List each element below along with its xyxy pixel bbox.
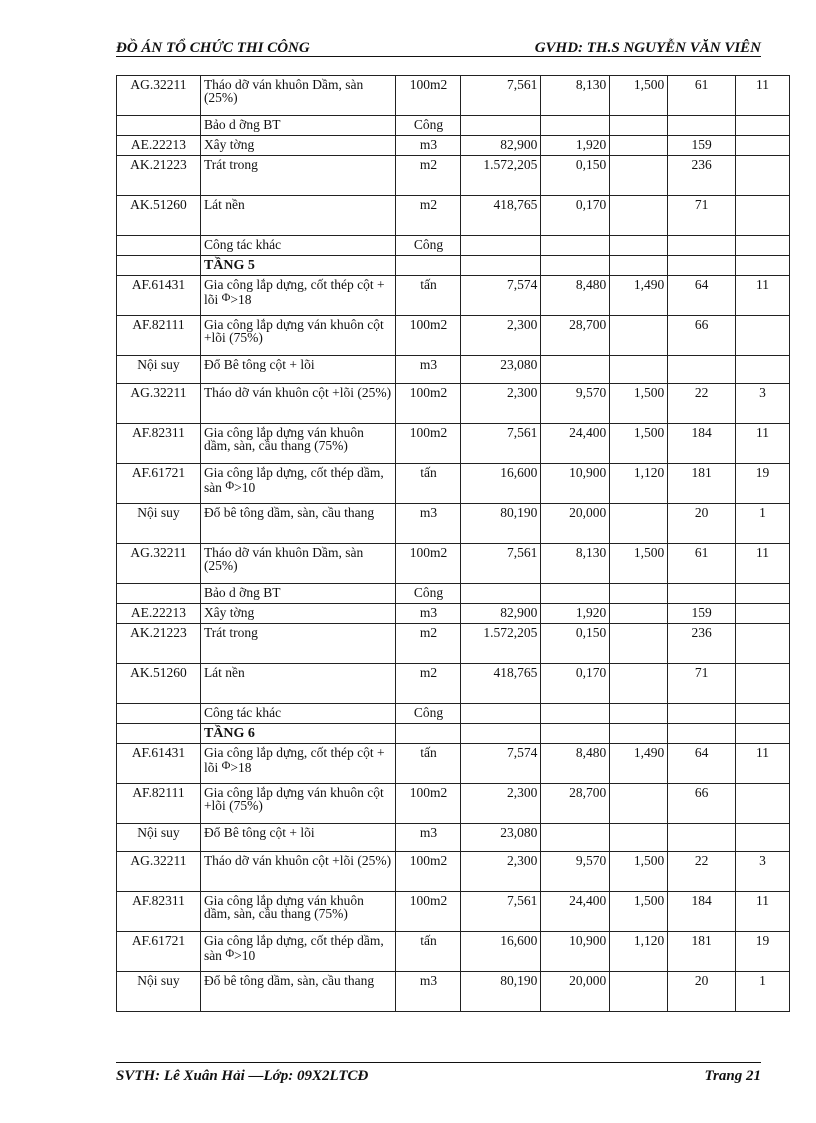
table-row — [117, 256, 790, 276]
table-row — [117, 384, 790, 424]
task-name-cell — [200, 116, 396, 136]
quantity-cell: 80,190 — [461, 972, 541, 1012]
task-name-cell — [200, 932, 396, 972]
unit-cell: m2 — [396, 196, 461, 236]
task-name-text: Gia công lắp dựng ván khuôn cột +lõi (75%) — [203, 317, 384, 345]
workers-cell — [736, 236, 790, 256]
norm-cell — [541, 724, 610, 744]
unit-cell: 100m2 — [396, 316, 461, 356]
quantity-cell: 7,574 — [461, 744, 541, 784]
labor-days-cell — [668, 236, 736, 256]
task-name-text: TẦNG 5 — [203, 258, 255, 273]
labor-days-cell: 184 — [668, 892, 736, 932]
norm-cell: 8,130 — [541, 544, 610, 584]
table-row — [117, 136, 790, 156]
labor-days-cell: 236 — [668, 156, 736, 196]
quantity-cell: 2,300 — [461, 784, 541, 824]
labor-days-cell: 61 — [668, 544, 736, 584]
coefficient-cell — [610, 116, 668, 136]
quantity-cell: 7,561 — [461, 544, 541, 584]
task-name-text: TẦNG 6 — [203, 726, 255, 741]
task-name-cell — [200, 624, 396, 664]
workers-cell: 11 — [736, 424, 790, 464]
task-name-cell — [200, 384, 396, 424]
unit-cell: 100m2 — [396, 384, 461, 424]
norm-cell: 8,480 — [541, 276, 610, 316]
norm-cell — [541, 116, 610, 136]
table-row — [117, 604, 790, 624]
unit-cell: 100m2 — [396, 544, 461, 584]
coefficient-cell: 1,500 — [610, 892, 668, 932]
coefficient-cell — [610, 704, 668, 724]
task-name-cell — [200, 704, 396, 724]
task-code-cell: AF.82111 — [117, 784, 201, 824]
coefficient-cell — [610, 724, 668, 744]
labor-days-cell: 181 — [668, 464, 736, 504]
table-row — [117, 704, 790, 724]
task-name-cell — [200, 236, 396, 256]
table-body — [117, 76, 790, 1012]
task-code-cell — [117, 724, 201, 744]
labor-days-cell — [668, 724, 736, 744]
page-header — [116, 40, 761, 57]
task-code-cell: Nội suy — [117, 972, 201, 1012]
workers-cell — [736, 136, 790, 156]
table-row — [117, 424, 790, 464]
task-name-text: Trát trong — [203, 625, 258, 640]
task-name-cell — [200, 824, 396, 852]
unit-cell: m3 — [396, 504, 461, 544]
quantity-cell: 2,300 — [461, 384, 541, 424]
labor-days-cell: 20 — [668, 504, 736, 544]
unit-cell: Công — [396, 236, 461, 256]
labor-days-cell: 61 — [668, 76, 736, 116]
task-name-cell — [200, 544, 396, 584]
workers-cell: 19 — [736, 464, 790, 504]
unit-cell: tấn — [396, 464, 461, 504]
workers-cell — [736, 116, 790, 136]
table-row — [117, 544, 790, 584]
unit-cell: m2 — [396, 156, 461, 196]
task-code-cell: AG.32211 — [117, 544, 201, 584]
table-row — [117, 356, 790, 384]
unit-cell — [396, 256, 461, 276]
coefficient-cell — [610, 972, 668, 1012]
quantity-cell: 82,900 — [461, 136, 541, 156]
task-name-cell — [200, 744, 396, 784]
norm-cell: 10,900 — [541, 932, 610, 972]
labor-days-cell: 71 — [668, 664, 736, 704]
quantity-cell — [461, 116, 541, 136]
norm-cell: 0,150 — [541, 624, 610, 664]
table-row — [117, 824, 790, 852]
workers-cell — [736, 156, 790, 196]
task-code-cell — [117, 584, 201, 604]
labor-days-cell: 71 — [668, 196, 736, 236]
task-name-cell — [200, 724, 396, 744]
task-code-cell: AG.32211 — [117, 384, 201, 424]
unit-cell: m3 — [396, 824, 461, 852]
labor-days-cell: 159 — [668, 604, 736, 624]
task-name-text: Lát nền — [203, 197, 245, 212]
task-name-cell — [200, 464, 396, 504]
unit-cell: m2 — [396, 664, 461, 704]
table-row — [117, 784, 790, 824]
quantity-cell: 7,561 — [461, 76, 541, 116]
diameter-value: >18 — [230, 292, 252, 307]
task-code-cell — [117, 704, 201, 724]
task-name-text: Tháo dỡ ván khuôn cột +lõi (25%) — [203, 385, 392, 400]
workers-cell — [736, 704, 790, 724]
task-code-cell — [117, 256, 201, 276]
workers-cell: 11 — [736, 76, 790, 116]
quantity-cell — [461, 704, 541, 724]
task-name-text: Bảo d ỡng BT — [203, 117, 281, 132]
norm-cell — [541, 236, 610, 256]
page-number: Trang 21 — [704, 1068, 761, 1084]
coefficient-cell — [610, 196, 668, 236]
task-code-cell: Nội suy — [117, 504, 201, 544]
quantity-cell: 418,765 — [461, 664, 541, 704]
labor-days-cell — [668, 356, 736, 384]
workers-cell: 1 — [736, 504, 790, 544]
task-code-cell: AF.61721 — [117, 464, 201, 504]
coefficient-cell — [610, 604, 668, 624]
unit-cell: 100m2 — [396, 424, 461, 464]
task-name-cell — [200, 664, 396, 704]
workers-cell: 3 — [736, 852, 790, 892]
workers-cell — [736, 196, 790, 236]
labor-days-cell: 20 — [668, 972, 736, 1012]
task-name-text: Đổ Bê tông cột + lõi — [203, 825, 315, 840]
task-name-text: Đổ bê tông dầm, sàn, cầu thang — [203, 973, 375, 988]
workers-cell: 11 — [736, 744, 790, 784]
labor-days-cell — [668, 116, 736, 136]
page-footer — [116, 1068, 761, 1086]
quantity-cell — [461, 724, 541, 744]
table-row — [117, 724, 790, 744]
workers-cell — [736, 256, 790, 276]
task-name-text: Lát nền — [203, 665, 245, 680]
quantity-cell: 23,080 — [461, 356, 541, 384]
task-code-cell — [117, 116, 201, 136]
task-name-text: Gia công lắp dựng ván khuôn dầm, sàn, cầu thang (75%) — [203, 425, 364, 453]
coefficient-cell — [610, 624, 668, 664]
task-name-cell — [200, 972, 396, 1012]
task-name-text: Trát trong — [203, 157, 258, 172]
quantity-cell: 16,600 — [461, 464, 541, 504]
norm-cell: 9,570 — [541, 852, 610, 892]
norm-cell: 0,150 — [541, 156, 610, 196]
coefficient-cell: 1,500 — [610, 544, 668, 584]
quantity-cell: 2,300 — [461, 316, 541, 356]
norm-cell: 8,130 — [541, 76, 610, 116]
table-row — [117, 464, 790, 504]
quantity-cell: 16,600 — [461, 932, 541, 972]
unit-cell: tấn — [396, 744, 461, 784]
coefficient-cell — [610, 156, 668, 196]
coefficient-cell — [610, 316, 668, 356]
unit-cell: m3 — [396, 972, 461, 1012]
coefficient-cell — [610, 136, 668, 156]
table-row — [117, 504, 790, 544]
task-name-text: Đổ Bê tông cột + lõi — [203, 357, 315, 372]
coefficient-cell: 1,500 — [610, 852, 668, 892]
task-code-cell: AG.32211 — [117, 852, 201, 892]
labor-days-cell: 64 — [668, 744, 736, 784]
labor-days-cell — [668, 824, 736, 852]
workers-cell: 19 — [736, 932, 790, 972]
task-name-cell — [200, 852, 396, 892]
task-name-text: Đổ bê tông dầm, sàn, cầu thang — [203, 505, 375, 520]
labor-days-cell: 184 — [668, 424, 736, 464]
norm-cell: 28,700 — [541, 784, 610, 824]
quantity-cell: 82,900 — [461, 604, 541, 624]
norm-cell — [541, 824, 610, 852]
quantity-cell: 7,574 — [461, 276, 541, 316]
unit-cell — [396, 724, 461, 744]
workers-cell: 1 — [736, 972, 790, 1012]
document-title: ĐỒ ÁN TỔ CHỨC THI CÔNG — [116, 40, 310, 56]
student-info: SVTH: Lê Xuân Hải —Lớp: 09X2LTCĐ — [116, 1068, 369, 1084]
task-name-text: Công tác khác — [203, 705, 282, 720]
task-code-cell: AF.61431 — [117, 744, 201, 784]
task-name-cell — [200, 76, 396, 116]
task-name-text: Gia công lắp dựng, cốt thép dầm, sàn — [203, 933, 384, 963]
task-code-cell: AG.32211 — [117, 76, 201, 116]
task-name-cell — [200, 276, 396, 316]
labor-days-cell: 22 — [668, 852, 736, 892]
coefficient-cell: 1,500 — [610, 424, 668, 464]
task-name-text: Tháo dỡ ván khuôn Dầm, sàn (25%) — [203, 77, 364, 105]
table-row — [117, 932, 790, 972]
task-name-text: Gia công lắp dựng, cốt thép cột + lõi — [203, 277, 385, 307]
quantity-cell: 80,190 — [461, 504, 541, 544]
table-row — [117, 276, 790, 316]
diameter-symbol: Φ — [221, 758, 231, 772]
task-name-cell — [200, 156, 396, 196]
task-name-text: Xây tờng — [203, 605, 255, 620]
diameter-symbol: Φ — [225, 478, 235, 492]
task-code-cell: Nội suy — [117, 824, 201, 852]
diameter-value: >10 — [234, 948, 256, 963]
coefficient-cell: 1,500 — [610, 76, 668, 116]
quantity-cell: 7,561 — [461, 892, 541, 932]
task-name-cell — [200, 256, 396, 276]
task-name-text: Gia công lắp dựng, cốt thép cột + lõi — [203, 745, 385, 775]
workers-cell — [736, 824, 790, 852]
unit-cell: m3 — [396, 356, 461, 384]
table-row — [117, 76, 790, 116]
task-name-cell — [200, 504, 396, 544]
norm-cell — [541, 356, 610, 384]
unit-cell: Công — [396, 704, 461, 724]
norm-cell: 0,170 — [541, 664, 610, 704]
task-code-cell: AE.22213 — [117, 136, 201, 156]
norm-cell: 10,900 — [541, 464, 610, 504]
footer-divider — [116, 1062, 761, 1063]
norm-cell — [541, 584, 610, 604]
norm-cell: 0,170 — [541, 196, 610, 236]
task-name-cell — [200, 316, 396, 356]
task-name-cell — [200, 136, 396, 156]
unit-cell: m3 — [396, 136, 461, 156]
quantity-cell — [461, 584, 541, 604]
task-name-text: Tháo dỡ ván khuôn Dầm, sàn (25%) — [203, 545, 364, 573]
labor-days-cell — [668, 704, 736, 724]
coefficient-cell: 1,490 — [610, 276, 668, 316]
workers-cell — [736, 356, 790, 384]
workers-cell — [736, 664, 790, 704]
task-code-cell: AF.82111 — [117, 316, 201, 356]
task-code-cell: AE.22213 — [117, 604, 201, 624]
norm-cell: 20,000 — [541, 504, 610, 544]
norm-cell: 20,000 — [541, 972, 610, 1012]
task-code-cell: AF.82311 — [117, 424, 201, 464]
norm-cell: 1,920 — [541, 604, 610, 624]
task-name-text: Tháo dỡ ván khuôn cột +lõi (25%) — [203, 853, 392, 868]
diameter-symbol: Φ — [221, 290, 231, 304]
norm-cell — [541, 704, 610, 724]
diameter-value: >18 — [230, 760, 252, 775]
supervisor-label: GVHD: TH.S NGUYỄN VĂN VIÊN — [534, 40, 761, 56]
unit-cell: 100m2 — [396, 892, 461, 932]
unit-cell: 100m2 — [396, 852, 461, 892]
diameter-value: >10 — [234, 480, 256, 495]
unit-cell: tấn — [396, 932, 461, 972]
task-code-cell: AF.61431 — [117, 276, 201, 316]
workers-cell — [736, 724, 790, 744]
workers-cell: 3 — [736, 384, 790, 424]
task-code-cell: AF.82311 — [117, 892, 201, 932]
task-code-cell: AK.51260 — [117, 664, 201, 704]
coefficient-cell — [610, 256, 668, 276]
coefficient-cell: 1,500 — [610, 384, 668, 424]
coefficient-cell — [610, 356, 668, 384]
workers-cell — [736, 584, 790, 604]
coefficient-cell — [610, 504, 668, 544]
labor-days-cell: 236 — [668, 624, 736, 664]
workers-cell — [736, 604, 790, 624]
task-code-cell: AF.61721 — [117, 932, 201, 972]
task-name-cell — [200, 356, 396, 384]
workers-cell — [736, 316, 790, 356]
workers-cell: 11 — [736, 276, 790, 316]
quantity-cell: 23,080 — [461, 824, 541, 852]
task-code-cell: AK.21223 — [117, 624, 201, 664]
coefficient-cell: 1,490 — [610, 744, 668, 784]
labor-days-cell: 64 — [668, 276, 736, 316]
coefficient-cell — [610, 824, 668, 852]
table-row — [117, 584, 790, 604]
task-name-text: Gia công lắp dựng, cốt thép dầm, sàn — [203, 465, 384, 495]
labor-days-cell: 22 — [668, 384, 736, 424]
workers-cell — [736, 624, 790, 664]
quantity-cell — [461, 236, 541, 256]
workers-cell — [736, 784, 790, 824]
task-name-text: Gia công lắp dựng ván khuôn cột +lõi (75%) — [203, 785, 384, 813]
unit-cell: m3 — [396, 604, 461, 624]
unit-cell: 100m2 — [396, 784, 461, 824]
workers-cell: 11 — [736, 892, 790, 932]
table-row — [117, 972, 790, 1012]
quantity-cell: 7,561 — [461, 424, 541, 464]
table-row — [117, 316, 790, 356]
unit-cell: Công — [396, 116, 461, 136]
unit-cell: 100m2 — [396, 76, 461, 116]
labor-days-cell: 181 — [668, 932, 736, 972]
diameter-symbol: Φ — [225, 946, 235, 960]
task-name-cell — [200, 784, 396, 824]
coefficient-cell — [610, 236, 668, 256]
unit-cell: m2 — [396, 624, 461, 664]
task-name-text: Gia công lắp dựng ván khuôn dầm, sàn, cầu thang (75%) — [203, 893, 364, 921]
coefficient-cell — [610, 584, 668, 604]
work-schedule-table — [116, 75, 790, 1012]
unit-cell: Công — [396, 584, 461, 604]
table-row — [117, 892, 790, 932]
table-row — [117, 852, 790, 892]
task-name-text: Công tác khác — [203, 237, 282, 252]
task-code-cell: Nội suy — [117, 356, 201, 384]
task-name-cell — [200, 196, 396, 236]
task-name-cell — [200, 584, 396, 604]
norm-cell — [541, 256, 610, 276]
labor-days-cell: 66 — [668, 316, 736, 356]
coefficient-cell: 1,120 — [610, 932, 668, 972]
task-code-cell — [117, 236, 201, 256]
norm-cell: 1,920 — [541, 136, 610, 156]
quantity-cell: 2,300 — [461, 852, 541, 892]
norm-cell: 28,700 — [541, 316, 610, 356]
table-row — [117, 156, 790, 196]
task-name-text: Bảo d ỡng BT — [203, 585, 281, 600]
norm-cell: 9,570 — [541, 384, 610, 424]
quantity-cell: 1.572,205 — [461, 624, 541, 664]
table-row — [117, 624, 790, 664]
labor-days-cell — [668, 584, 736, 604]
table-row — [117, 236, 790, 256]
task-code-cell: AK.21223 — [117, 156, 201, 196]
task-name-cell — [200, 604, 396, 624]
norm-cell: 8,480 — [541, 744, 610, 784]
coefficient-cell: 1,120 — [610, 464, 668, 504]
quantity-cell — [461, 256, 541, 276]
table-row — [117, 116, 790, 136]
coefficient-cell — [610, 784, 668, 824]
quantity-cell: 1.572,205 — [461, 156, 541, 196]
coefficient-cell — [610, 664, 668, 704]
table-row — [117, 744, 790, 784]
task-name-text: Xây tờng — [203, 137, 255, 152]
labor-days-cell — [668, 256, 736, 276]
labor-days-cell: 159 — [668, 136, 736, 156]
task-name-cell — [200, 892, 396, 932]
table-row — [117, 664, 790, 704]
task-code-cell: AK.51260 — [117, 196, 201, 236]
workers-cell: 11 — [736, 544, 790, 584]
table-row — [117, 196, 790, 236]
quantity-cell: 418,765 — [461, 196, 541, 236]
norm-cell: 24,400 — [541, 424, 610, 464]
unit-cell: tấn — [396, 276, 461, 316]
task-name-cell — [200, 424, 396, 464]
norm-cell: 24,400 — [541, 892, 610, 932]
labor-days-cell: 66 — [668, 784, 736, 824]
